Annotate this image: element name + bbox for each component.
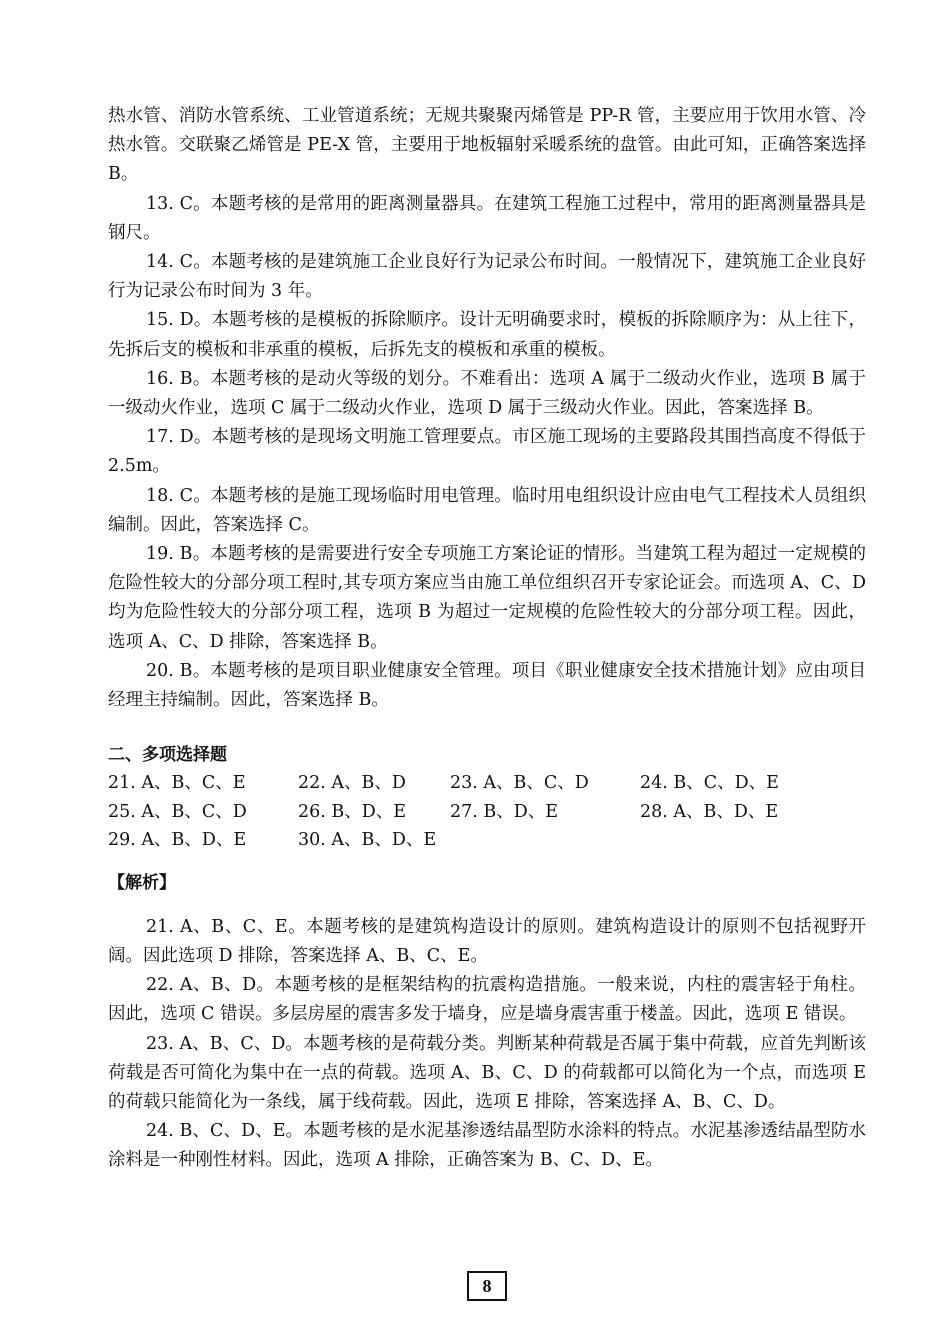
answer-24: 24. B、C、D、E <box>640 773 779 794</box>
answer-26: 26. B、D、E <box>298 801 407 822</box>
analysis-heading: 【解析】 <box>108 872 176 893</box>
explanation-14: 14. C。本题考核的是建筑施工企业良好行为记录公布时间。一般情况下，建筑施工企业良好行为记录公布时间为 3 年。 <box>108 252 866 302</box>
continuation-paragraph: 热水管、消防水管系统、工业管道系统；无规共聚聚丙烯管是 PP-R 管，主要应用于饮用水管、冷热水管。交联聚乙烯管是 PE-X 管，主要用于地板辐射采暖系统的盘管。由此可知，正确答案选择 B。 <box>108 106 866 185</box>
answer-27: 27. B、D、E <box>450 801 559 822</box>
explanation-22: 22. A、B、D。本题考核的是框架结构的抗震构造措施。一般来说，内柱的震害轻于角柱。因此，选项 C 错误。多层房屋的震害多发于墙身，应是墙身震害重于楼盖。因此，选项 E 错误。 <box>108 975 866 1025</box>
answer-28: 28. A、B、D、E <box>640 801 779 822</box>
explanation-19: 19. B。本题考核的是需要进行安全专项施工方案论证的情形。当建筑工程为超过一定规模的危险性较大的分部分项工程时,其专项方案应当由施工单位组织召开专家论证会。而选项 A、C、D 均为危险性较大的分部分项工程，选项 B 为超过一定规模的危险性较大的分部分项工程。因此，选项 A、C、D 排除，答案选择 B。 <box>108 544 866 652</box>
answer-30: 30. A、B、D、E <box>298 830 437 851</box>
answer-row <box>108 769 866 798</box>
explanation-15: 15. D。本题考核的是模板的拆除顺序。设计无明确要求时，模板的拆除顺序为：从上往下，先拆后支的模板和非承重的模板，后拆先支的模板和承重的模板。 <box>108 310 866 360</box>
answer-row <box>108 826 866 855</box>
explanation-13: 13. C。本题考核的是常用的距离测量器具。在建筑工程施工过程中，常用的距离测量器具是钢尺。 <box>108 193 866 243</box>
explanation-16: 16. B。本题考核的是动火等级的划分。不难看出：选项 A 属于二级动火作业，选项 B 属于一级动火作业，选项 C 属于二级动火作业，选项 D 属于三级动火作业。因此，答案选择 B。 <box>108 368 867 419</box>
answer-grid <box>108 769 866 855</box>
section-two-heading: 二、多项选择题 <box>108 745 227 766</box>
page-content <box>108 102 866 1176</box>
answer-21: 21. A、B、C、E <box>108 773 246 794</box>
explanation-20: 20. B。本题考核的是项目职业健康安全管理。项目《职业健康安全技术措施计划》应由项目经理主持编制。因此，答案选择 B。 <box>108 660 866 711</box>
explanation-18: 18. C。本题考核的是施工现场临时用电管理。临时用电组织设计应由电气工程技术人员组织编制。因此，答案选择 C。 <box>108 485 866 535</box>
answer-23: 23. A、B、C、D <box>450 773 589 794</box>
answer-22: 22. A、B、D <box>298 773 406 794</box>
explanation-24: 24. B、C、D、E。本题考核的是水泥基渗透结晶型防水涂料的特点。水泥基渗透结晶型防水涂料是一种刚性材料。因此，选项 A 排除，正确答案为 B、C、D、E。 <box>108 1121 866 1171</box>
explanation-21: 21. A、B、C、E。本题考核的是建筑构造设计的原则。建筑构造设计的原则不包括视野开阔。因此选项 D 排除，答案选择 A、B、C、E。 <box>108 916 866 966</box>
explanation-17: 17. D。本题考核的是现场文明施工管理要点。市区施工现场的主要路段其围挡高度不得低于 2.5m。 <box>108 427 866 477</box>
answer-25: 25. A、B、C、D <box>108 801 247 822</box>
page-number: 8 <box>467 1271 507 1301</box>
explanation-23: 23. A、B、C、D。本题考核的是荷载分类。判断某种荷载是否属于集中荷载，应首先判断该荷载是否可简化为集中在一点的荷载。选项 A、B、C、D 的荷载都可以简化为一个点，而选项 E 的荷载只能简化为一条线，属于线荷载。因此，选项 E 排除，答案选择 A、B、C、D。 <box>108 1033 866 1112</box>
answer-29: 29. A、B、D、E <box>108 830 247 851</box>
answer-row <box>108 798 866 827</box>
